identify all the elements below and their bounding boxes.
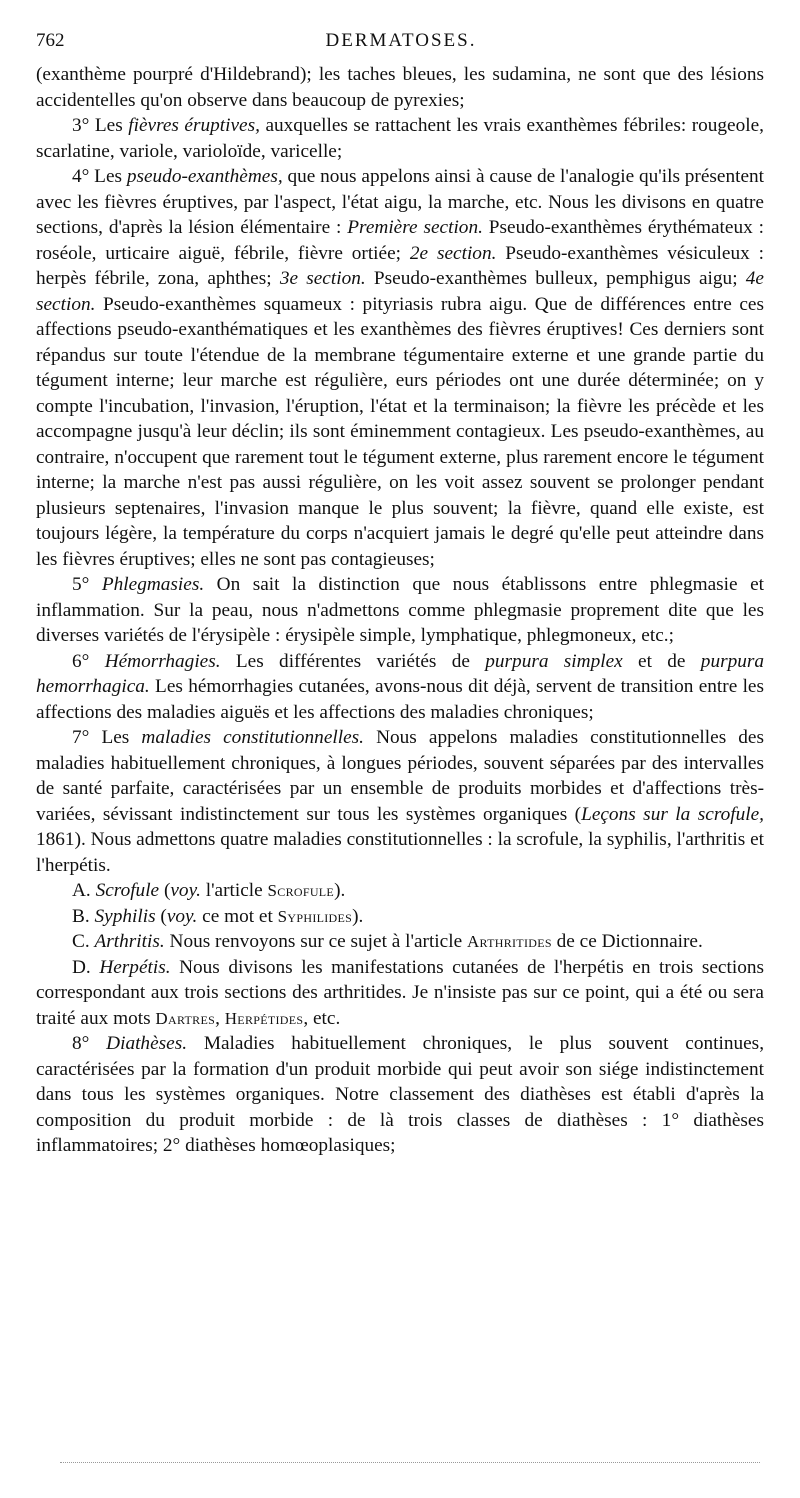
section-label-4: 4e section. xyxy=(36,268,764,315)
term-fievres-eruptives: fièvres éruptives, xyxy=(128,115,260,136)
paragraph-phlegmasies: 5° Phlegmasies. On sait la distinction que nous établissons entre phlegmasie et inflammation. Sur la peau, nous n'admettons comme phlegmasie proprement dite que les diverses variétés de l'érysipèle : érysipèle simple, lymphatique, phlegmoneux, etc.; xyxy=(36,574,764,646)
term-pseudo-exanthemes: pseudo-exanthèmes, xyxy=(126,166,283,187)
cross-reference-syphilides: Syphilides xyxy=(277,906,353,926)
section-label-2: 2e section. xyxy=(409,242,497,264)
cross-reference-dartres: Dartres xyxy=(155,1008,216,1028)
term-maladies-constitutionnelles: maladies constitutionnelles. xyxy=(141,727,364,748)
paragraph-exantheme-continuation: (exanthème pourpré d'Hildebrand); les taches bleues, les sudamina, ne sont que des lésions accidentelles qu'on observe dans beaucoup de pyrexies; xyxy=(36,64,764,111)
paragraph-maladies-constitutionnelles: 7° Les maladies constitutionnelles. Nous appelons maladies constitutionnelles des maladies habituellement chroniques, à longues périodes, souvent séparées par des intervalles de santé parfaite, caractérisées par un ensemble de produits morbides et d'affections très-variées, sévissant indistinctement sur tous les systèmes organiques (Leçons sur la scrofule, 1861). Nous admettons quatre maladies constitutionnelles : la scrofule, la syphilis, l'arthritis et l'herpétis. xyxy=(36,727,764,876)
cross-reference-arthritides: Arthritides xyxy=(466,932,552,951)
item-a-scrofule: A. Scrofule (voy. l'article Scrofule). xyxy=(72,880,346,901)
paragraph-diatheses: 8° Diathèses. Maladies habituellement chroniques, le plus souvent continues, caractérisées par la formation d'un produit morbide qui peut avoir son siége indistinctement dans tous les systèmes organiques. Notre classement des diathèses est établi d'après la composition du produit morbide : de là trois classes de diathèses : 1° diathèses inflammatoires; 2° diathèses homœoplasiques; xyxy=(36,1033,765,1156)
footer-rule xyxy=(60,1462,760,1463)
term-arthritis: Arthritis. xyxy=(94,931,165,952)
section-label-1: Première section. xyxy=(347,217,483,238)
term-syphilis: Syphilis xyxy=(94,905,156,927)
cross-reference-herpetides: Herpétides xyxy=(224,1008,304,1028)
citation-lecons-scrofule: Leçons sur la scrofule, xyxy=(581,803,764,825)
term-hemorrhagies: Hémorrhagies. xyxy=(104,650,221,672)
term-phlegmasies: Phlegmasies. xyxy=(101,574,205,595)
term-purpura-hemorrhagica: purpura hemorrhagica. xyxy=(36,650,765,697)
paragraph-hemorrhagies: 6° Hémorrhagies. Les différentes variétés de purpura simplex et de purpura hemorrhagica. Les hémorrhagies cutanées, avons-nous dit déjà, servent de transition entre les affections des maladies aiguës et les affections des maladies chroniques; xyxy=(36,650,765,723)
body-text xyxy=(36,62,764,1159)
paragraph-pseudo-exanthemes: 4° Les pseudo-exanthèmes, que nous appelons ainsi à cause de l'analogie qu'ils présentent avec les fièvres éruptives, par l'aspect, l'état aigu, la marche, etc. Nous les divisons en quatre sections, d'après la lésion élémentaire : Première section. Pseudo-exanthèmes érythémateux : roséole, urticaire aiguë, fébrile, fièvre ortiée; 2e section. Pseudo-exanthèmes vésiculeux : herpès fébrile, zona, aphthes; 3e section. Pseudo-exanthèmes bulleux, pemphigus aigu; 4e section. Pseudo-exanthèmes squameux : pityriasis rubra aigu. Que de différences entre ces affections pseudo-exanthématiques et les exanthèmes des fièvres éruptives! Ces derniers sont répandus sur toute l'étendue de la membrane tégumentaire externe et une grande partie du tégument interne; leur marche est régulière, eurs périodes ont une durée déterminée; on y compte l'incubation, l'invasion, l'éruption, l'état et la terminaison; la fièvre les précède et les accompagne jusqu'à leur déclin; ils sont éminemment contagieux. Les pseudo-exanthèmes, au contraire, n'occupent que rarement tout le tégument externe, plus rarement encore le tégument interne; la marche n'est pas aussi régulière, on les voit assez souvent se prolonger pendant plusieurs septenaires, l'invasion manque le plus souvent; la fièvre, quand elle existe, est toujours légère, la température du corps n'acquiert jamais le degré qu'elle peut atteindre dans les fièvres éruptives; elles ne sont pas contagieuses; xyxy=(36,166,765,570)
term-purpura-simplex: purpura simplex xyxy=(485,650,623,672)
page-number: 762 xyxy=(36,30,65,51)
cross-reference-scrofule: Scrofule xyxy=(267,881,335,900)
item-b-syphilis: B. Syphilis (voy. ce mot et Syphilides). xyxy=(72,905,364,927)
paragraph-fievres-eruptives: 3° Les fièvres éruptives, auxquelles se rattachent les vrais exanthèmes fébriles: rougeole, scarlatine, variole, varioloïde, varicelle; xyxy=(36,115,764,162)
page-header xyxy=(36,30,766,60)
item-d-herpetis: D. Herpétis. Nous divisons les manifestations cutanées de l'herpétis en trois sections correspondant aux trois sections des arthritides. Je n'insiste pas sur ce point, qui a été ou sera traité aux mots Dartres, Herpétides, etc. xyxy=(36,956,764,1029)
term-scrofule: Scrofule xyxy=(95,880,160,901)
term-herpetis: Herpétis. xyxy=(99,956,171,978)
term-diatheses: Diathèses. xyxy=(106,1033,188,1054)
section-label-3: 3e section. xyxy=(279,268,366,289)
running-title: DERMATOSES. xyxy=(325,30,477,51)
item-c-arthritis: C. Arthritis. Nous renvoyons sur ce sujet à l'article Arthritides de ce Dictionnaire. xyxy=(72,931,703,952)
